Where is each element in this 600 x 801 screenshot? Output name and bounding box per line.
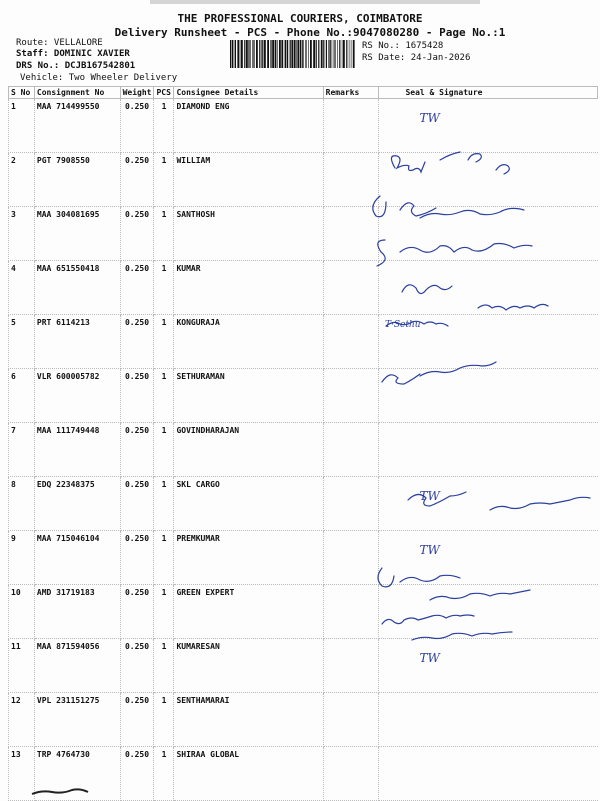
barcode-bar (235, 40, 236, 68)
barcode-bar (323, 40, 324, 68)
barcode-bar (297, 40, 299, 68)
row-weight: 0.250 (120, 153, 154, 207)
row-signature (379, 261, 598, 315)
row-remarks (323, 153, 379, 207)
barcode-bar (349, 40, 350, 68)
row-pcs: 1 (154, 639, 174, 693)
row-signature: TW (379, 639, 598, 693)
col-consignment: Consignment No (34, 87, 120, 99)
row-consignment: AMD 31719183 (34, 585, 120, 639)
runsheet-title: Delivery Runsheet - PCS - Phone No.:9047080280 - Page No.:1 (114, 26, 506, 39)
row-remarks (323, 369, 379, 423)
row-remarks (323, 315, 379, 369)
row-weight: 0.250 (120, 207, 154, 261)
row-pcs: 1 (154, 531, 174, 585)
table-row (9, 207, 598, 261)
row-pcs: 1 (154, 585, 174, 639)
row-remarks (323, 261, 379, 315)
row-signature: TW (379, 99, 598, 153)
row-sno: 13 (9, 747, 35, 801)
row-pcs: 1 (154, 315, 174, 369)
row-consignment: PRT 6114213 (34, 315, 120, 369)
row-weight: 0.250 (120, 423, 154, 477)
row-consignment: MAA 714499550 (34, 99, 120, 153)
row-weight: 0.250 (120, 315, 154, 369)
row-consignee: WILLIAM (174, 153, 323, 207)
scan-edge-mark (150, 0, 480, 4)
barcode-bar (302, 40, 303, 68)
barcode-bar (250, 40, 251, 68)
row-weight: 0.250 (120, 261, 154, 315)
barcode-bar (321, 40, 323, 68)
row-weight: 0.250 (120, 585, 154, 639)
barcode-bar (339, 40, 340, 68)
row-sno: 9 (9, 531, 35, 585)
barcode-bar (272, 40, 274, 68)
route-label: Route: VELLALORE (16, 38, 103, 48)
barcode-bar (262, 40, 263, 68)
row-consignee: GOVINDHARAJAN (174, 423, 323, 477)
row-signature (379, 693, 598, 747)
barcode-bar (277, 40, 278, 68)
barcode-bar (281, 40, 283, 68)
row-signature: TW (379, 531, 598, 585)
row-remarks (323, 423, 379, 477)
barcode-bar (240, 40, 241, 68)
row-weight: 0.250 (120, 747, 154, 801)
barcode-bar (310, 40, 312, 68)
row-consignment: MAA 304081695 (34, 207, 120, 261)
row-signature (379, 747, 598, 801)
row-consignment: MAA 715046104 (34, 531, 120, 585)
row-consignee: SKL CARGO (174, 477, 323, 531)
row-pcs: 1 (154, 477, 174, 531)
table-row (9, 585, 598, 639)
barcode (230, 40, 356, 68)
row-consignee: SETHURAMAN (174, 369, 323, 423)
table-row (9, 423, 598, 477)
vehicle-label: Vehicle: Two Wheeler Delivery (20, 73, 178, 83)
table-row (9, 153, 598, 207)
company-title: THE PROFESSIONAL COURIERS, COIMBATORE (177, 12, 423, 25)
row-signature (379, 369, 598, 423)
barcode-bar (300, 40, 301, 68)
barcode-bar (328, 40, 329, 68)
row-sno: 5 (9, 315, 35, 369)
row-consignment: EDQ 22348375 (34, 477, 120, 531)
row-weight: 0.250 (120, 531, 154, 585)
col-pcs: PCS (154, 87, 174, 99)
barcode-bar (275, 40, 277, 68)
barcode-bar (351, 40, 352, 68)
row-remarks (323, 639, 379, 693)
table-row (9, 315, 598, 369)
barcode-bar (308, 40, 309, 68)
barcode-bar (253, 40, 254, 68)
row-signature (379, 315, 598, 369)
row-pcs: 1 (154, 207, 174, 261)
col-signature: Seal & Signature (379, 87, 598, 99)
row-consignment: MAA 651550418 (34, 261, 120, 315)
row-signature (379, 207, 598, 261)
row-remarks (323, 693, 379, 747)
table-row (9, 261, 598, 315)
row-pcs: 1 (154, 423, 174, 477)
row-consignee: PREMKUMAR (174, 531, 323, 585)
row-sno: 12 (9, 693, 35, 747)
barcode-bar (264, 40, 266, 68)
row-pcs: 1 (154, 153, 174, 207)
row-sno: 2 (9, 153, 35, 207)
row-sno: 6 (9, 369, 35, 423)
barcode-bar (353, 40, 355, 68)
barcode-bar (330, 40, 331, 68)
row-consignee: KUMARESAN (174, 639, 323, 693)
row-weight: 0.250 (120, 99, 154, 153)
barcode-bar (342, 40, 343, 68)
row-consignment: VPL 231151275 (34, 693, 120, 747)
row-remarks (323, 747, 379, 801)
barcode-bar (256, 40, 258, 68)
barcode-bar (346, 40, 347, 68)
col-consignee: Consignee Details (174, 87, 323, 99)
row-consignee: SANTHOSH (174, 207, 323, 261)
table-row (9, 639, 598, 693)
barcode-bar (333, 40, 334, 68)
table-header-row (9, 87, 598, 99)
row-weight: 0.250 (120, 477, 154, 531)
row-consignee: KONGURAJA (174, 315, 323, 369)
row-consignee: DIAMOND ENG (174, 99, 323, 153)
barcode-bar (326, 40, 327, 68)
col-weight: Weight (120, 87, 154, 99)
row-remarks (323, 99, 379, 153)
barcode-bar (270, 40, 271, 68)
col-remarks: Remarks (323, 87, 379, 99)
barcode-bar (248, 40, 249, 68)
barcode-bar (267, 40, 269, 68)
row-weight: 0.250 (120, 639, 154, 693)
barcode-bar (246, 40, 248, 68)
barcode-bar (261, 40, 262, 68)
scan-mark (30, 788, 90, 796)
row-remarks (323, 207, 379, 261)
col-sno: S No (9, 87, 35, 99)
row-remarks (323, 477, 379, 531)
rs-date: RS Date: 24-Jan-2026 (362, 53, 471, 63)
table-row (9, 369, 598, 423)
row-signature: TW (379, 477, 598, 531)
barcode-bar (285, 40, 287, 68)
barcode-bar (234, 40, 235, 68)
row-sno: 10 (9, 585, 35, 639)
row-pcs: 1 (154, 369, 174, 423)
row-consignee: SENTHAMARAI (174, 693, 323, 747)
row-signature (379, 585, 598, 639)
row-remarks (323, 585, 379, 639)
barcode-bar (335, 40, 336, 68)
barcode-bar (232, 40, 233, 68)
barcode-bar (237, 40, 239, 68)
row-weight: 0.250 (120, 693, 154, 747)
row-consignee: KUMAR (174, 261, 323, 315)
staff-label: Staff: DOMINIC XAVIER (16, 49, 130, 59)
drs-label: DRS No.: DCJB167542801 (16, 61, 136, 71)
row-consignee: GREEN EXPERT (174, 585, 323, 639)
row-sno: 8 (9, 477, 35, 531)
row-pcs: 1 (154, 99, 174, 153)
barcode-bar (303, 40, 304, 68)
row-sno: 1 (9, 99, 35, 153)
row-consignment: MAA 111749448 (34, 423, 120, 477)
rs-number: RS No.: 1675428 (362, 41, 444, 51)
barcode-bar (291, 40, 293, 68)
barcode-bar (316, 40, 317, 68)
barcode-bar (318, 40, 319, 68)
row-consignment: MAA 871594056 (34, 639, 120, 693)
barcode-bar (313, 40, 315, 68)
row-consignment: VLR 600005782 (34, 369, 120, 423)
barcode-bar (294, 40, 296, 68)
table-row (9, 99, 598, 153)
barcode-bar (252, 40, 253, 68)
barcode-bar (334, 40, 335, 68)
row-consignment: TRP 4764730 (34, 747, 120, 801)
stamp-t-sethu: T·Sethu (385, 320, 421, 330)
table-row (9, 477, 598, 531)
runsheet-table (8, 86, 598, 801)
barcode-bar (305, 40, 306, 68)
table-row (9, 531, 598, 585)
row-signature (379, 153, 598, 207)
row-pcs: 1 (154, 747, 174, 801)
barcode-bar (290, 40, 291, 68)
row-sno: 3 (9, 207, 35, 261)
row-pcs: 1 (154, 693, 174, 747)
barcode-bar (279, 40, 281, 68)
barcode-bar (343, 40, 345, 68)
table-row (9, 693, 598, 747)
row-consignee: SHIRAA GLOBAL (174, 747, 323, 801)
row-sno: 4 (9, 261, 35, 315)
row-sno: 11 (9, 639, 35, 693)
row-sno: 7 (9, 423, 35, 477)
barcode-bar (230, 40, 231, 68)
barcode-bar (241, 40, 243, 68)
row-pcs: 1 (154, 261, 174, 315)
barcode-bar (259, 40, 260, 68)
barcode-bar (287, 40, 288, 68)
row-consignment: PGT 7908550 (34, 153, 120, 207)
barcode-bar (296, 40, 297, 68)
row-weight: 0.250 (120, 369, 154, 423)
table-row (9, 747, 598, 801)
row-signature (379, 423, 598, 477)
barcode-bar (244, 40, 245, 68)
barcode-bar (337, 40, 338, 68)
row-remarks (323, 531, 379, 585)
